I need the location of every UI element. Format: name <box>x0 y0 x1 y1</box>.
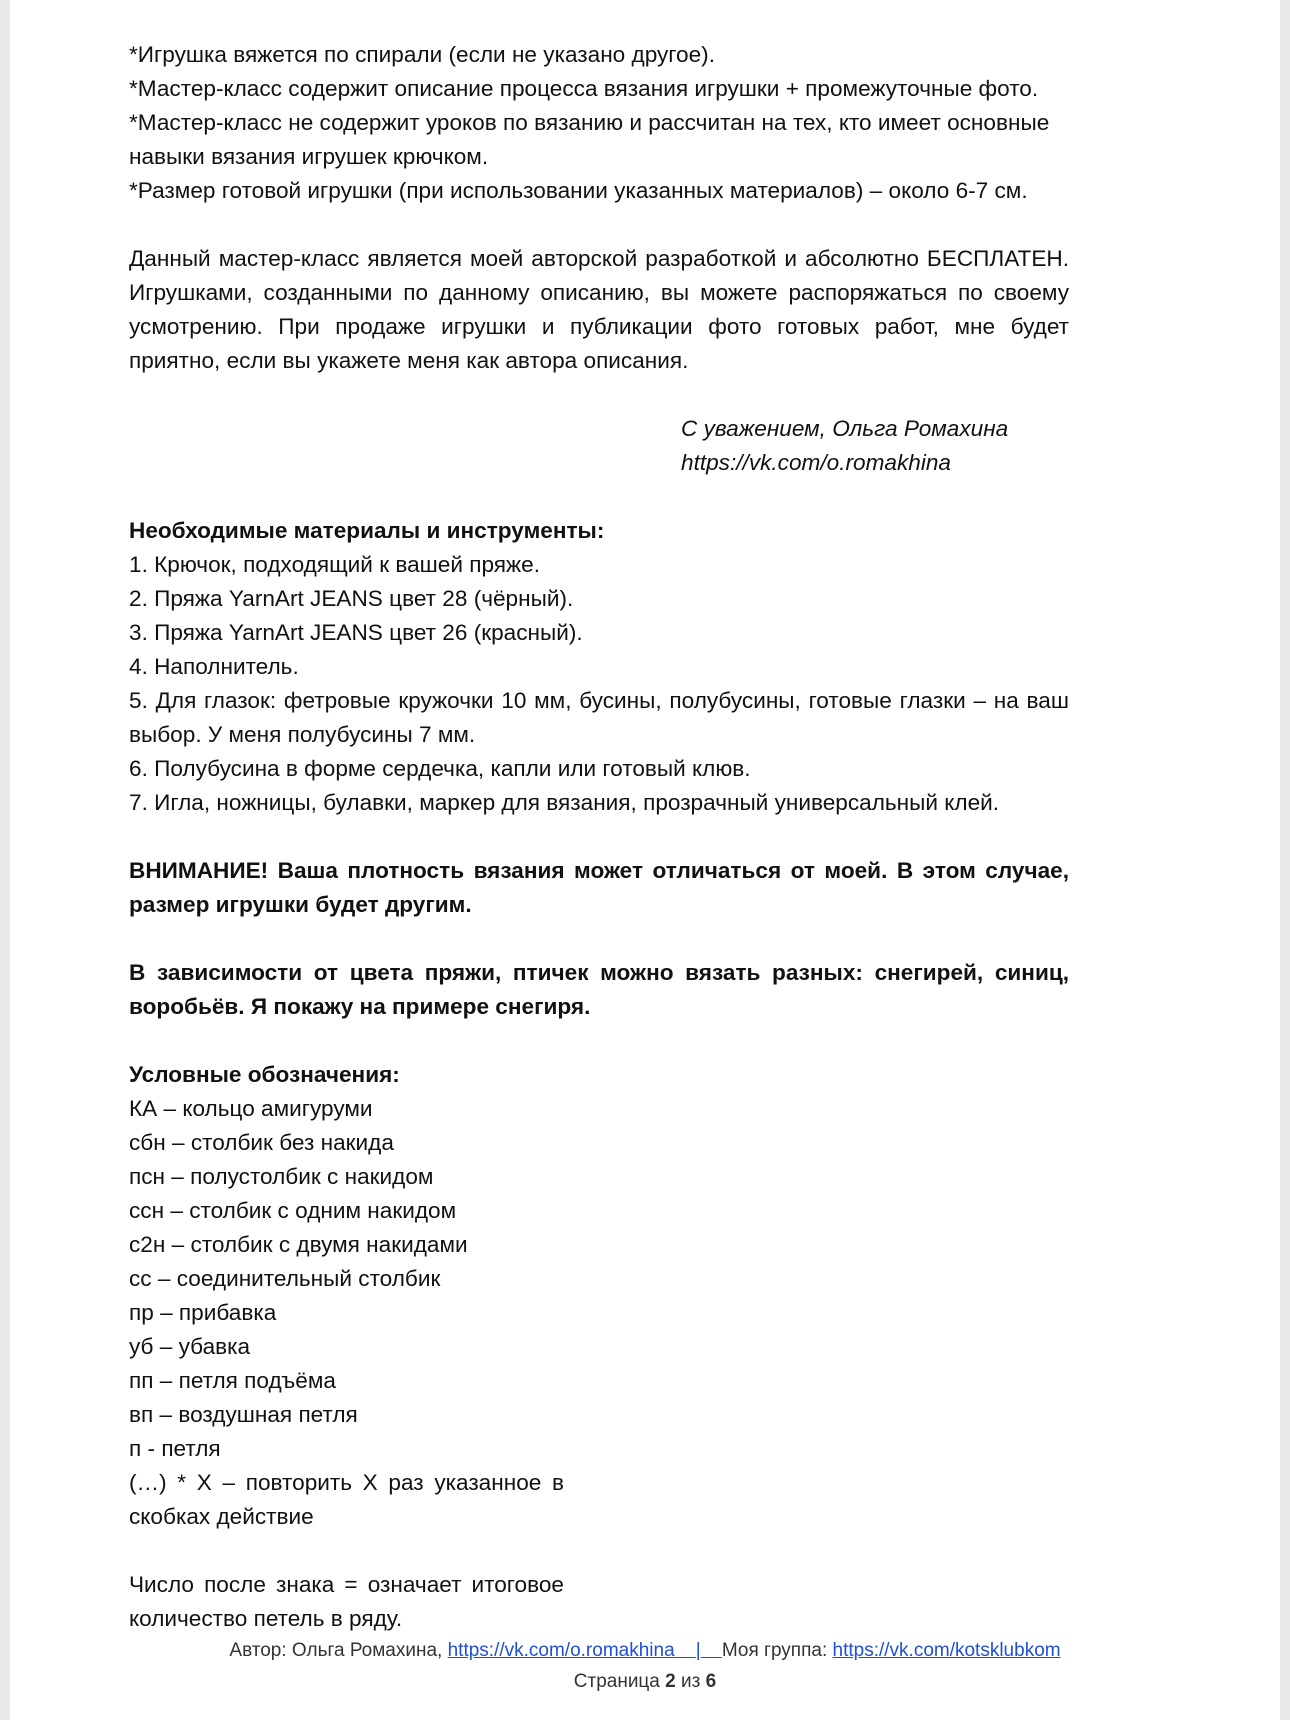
intro-line: *Мастер-класс не содержит уроков по вязанию и рассчитан на тех, кто имеет основные навыки вязания игрушек крючком. <box>129 110 1050 169</box>
materials-item: 3. Пряжа YarnArt JEANS цвет 26 (красный). <box>129 620 583 645</box>
intro-line: *Мастер-класс содержит описание процесса вязания игрушки + промежуточные фото. <box>129 76 1039 101</box>
legend-item: с2н – столбик с двумя накидами <box>129 1232 468 1257</box>
materials-item: 2. Пряжа YarnArt JEANS цвет 28 (чёрный). <box>129 586 574 611</box>
legend-item: КА – кольцо амигуруми <box>129 1096 373 1121</box>
legend-item: псн – полустолбик с накидом <box>129 1164 434 1189</box>
document-page <box>10 0 1280 1720</box>
signature-line: С уважением, Ольга Ромахина <box>681 416 1009 441</box>
legend-item: сбн – столбик без накида <box>129 1130 394 1155</box>
variants-paragraph: В зависимости от цвета пряжи, птичек можно вязать разных: снегирей, синиц, воробьёв. Я покажу на примере снегиря. <box>129 960 1069 1019</box>
materials-heading: Необходимые материалы и инструменты: <box>129 518 605 543</box>
page-of-label: из <box>675 1671 706 1692</box>
page-number <box>10 1669 1280 1695</box>
materials-item: 6. Полубусина в форме сердечка, капли или готовый клюв. <box>129 756 751 781</box>
page-content <box>129 38 1069 1636</box>
materials-item: 5. Для глазок: фетровые кружочки 10 мм, бусины, полубусины, готовые глазки – на ваш выбор. У меня полубусины 7 мм. <box>129 688 1069 747</box>
legend-item: вп – воздушная петля <box>129 1402 358 1427</box>
footer-group-prefix: Моя группа: <box>721 1640 833 1661</box>
page-current: 2 <box>665 1671 676 1692</box>
footer-separator: | <box>695 1640 701 1661</box>
legend-list <box>129 1092 1069 1466</box>
page-label: Страница <box>573 1671 666 1692</box>
materials-list <box>129 548 1069 820</box>
signature-link: https://vk.com/o.romakhina <box>681 450 951 475</box>
footer-author-line <box>10 1638 1280 1664</box>
footer-author-prefix: Автор: Ольга Ромахина, <box>229 1640 448 1661</box>
legend-item: ссн – столбик с одним накидом <box>129 1198 457 1223</box>
group-link[interactable]: https://vk.com/kotsklubkom <box>832 1640 1061 1661</box>
legend-item: п - петля <box>129 1436 221 1461</box>
page-total: 6 <box>705 1671 717 1692</box>
intro-line: *Размер готовой игрушки (при использовании указанных материалов) – около 6-7 см. <box>129 178 1028 203</box>
legend-item: сс – соединительный столбик <box>129 1266 441 1291</box>
materials-item: 7. Игла, ножницы, булавки, маркер для вязания, прозрачный универсальный клей. <box>129 790 1000 815</box>
intro-line: *Игрушка вяжется по спирали (если не указано другое). <box>129 42 715 67</box>
legend-item: пп – петля подъёма <box>129 1368 336 1393</box>
author-link[interactable]: https://vk.com/o.romakhina <box>447 1640 675 1661</box>
notice-paragraph: Данный мастер-класс является моей авторской разработкой и абсолютно БЕСПЛАТЕН. Игрушками, созданными по данному описанию, вы можете распоряжаться по своему усмотрению. При продаже игрушки и публикации фото готовых работ, мне будет приятно, если вы укажете меня как автора описания. <box>129 246 1069 373</box>
legend-count-note: Число после знака = означает итоговое количество петель в ряду. <box>129 1572 564 1631</box>
materials-item: 4. Наполнитель. <box>129 654 299 679</box>
legend-heading: Условные обозначения: <box>129 1062 400 1087</box>
legend-item: пр – прибавка <box>129 1300 277 1325</box>
warning-paragraph: ВНИМАНИЕ! Ваша плотность вязания может отличаться от моей. В этом случае, размер игрушки будет другим. <box>129 858 1069 917</box>
legend-repeat-note: (…) * Х – повторить Х раз указанное в скобках действие <box>129 1470 564 1529</box>
materials-item: 1. Крючок, подходящий к вашей пряже. <box>129 552 541 577</box>
legend-item: уб – убавка <box>129 1334 251 1359</box>
